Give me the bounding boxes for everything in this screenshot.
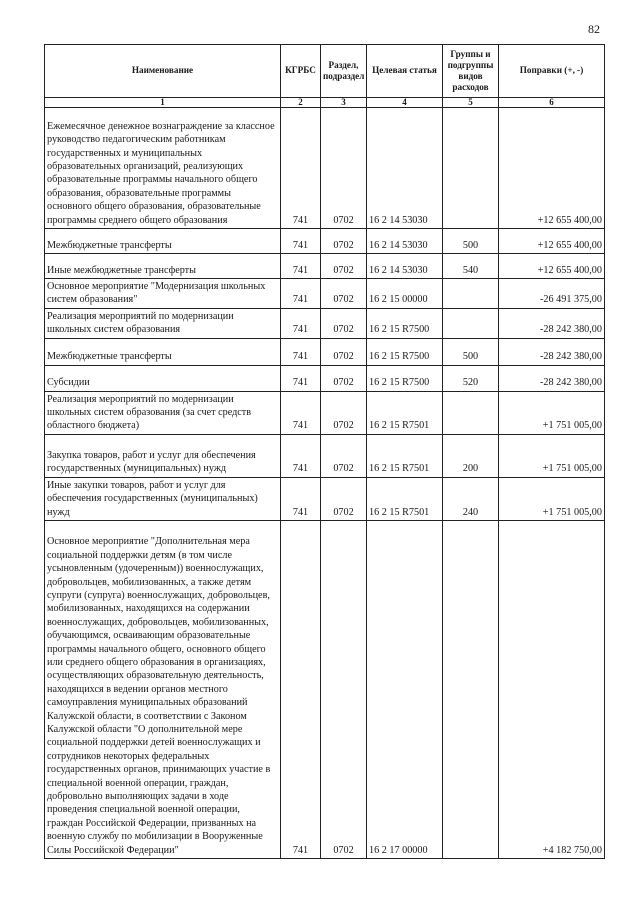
row-group: 540 [443,254,499,279]
row-group [443,521,499,859]
row-article: 16 2 15 R7500 [367,338,443,365]
row-kgrbs: 741 [281,108,321,229]
row-kgrbs: 741 [281,229,321,254]
column-number: 6 [499,98,605,108]
row-group [443,308,499,338]
row-article: 16 2 15 R7500 [367,365,443,391]
row-name: Реализация мероприятий по модернизации школьных систем образования (за счет средств областного бюджета) [45,391,281,434]
row-group: 520 [443,365,499,391]
table-row [45,434,605,477]
table-row [45,108,605,229]
row-article: 16 2 14 53030 [367,254,443,279]
table-row [45,229,605,254]
row-amount: +1 751 005,00 [499,434,605,477]
row-group: 200 [443,434,499,477]
header-groups: Группы и подгруппы видов расходов [443,45,499,98]
header-section: Раздел, подраздел [321,45,367,98]
row-section: 0702 [321,477,367,520]
table-header-row [45,45,605,98]
table-row [45,477,605,520]
column-number: 5 [443,98,499,108]
row-section: 0702 [321,521,367,859]
row-kgrbs: 741 [281,391,321,434]
row-amount: +1 751 005,00 [499,477,605,520]
budget-amendments-table [44,44,605,859]
row-name: Реализация мероприятий по модернизации школьных систем образования [45,308,281,338]
row-name: Иные закупки товаров, работ и услуг для обеспечения государственных (муниципальных) нужд [45,477,281,520]
row-section: 0702 [321,365,367,391]
row-name: Закупка товаров, работ и услуг для обеспечения государственных (муниципальных) нужд [45,434,281,477]
header-target-article: Целевая статья [367,45,443,98]
row-name: Иные межбюджетные трансферты [45,254,281,279]
row-section: 0702 [321,338,367,365]
row-section: 0702 [321,229,367,254]
row-kgrbs: 741 [281,365,321,391]
page-number: 82 [588,22,600,36]
column-number-row [45,98,605,108]
row-section: 0702 [321,308,367,338]
row-amount: +1 751 005,00 [499,391,605,434]
table-row [45,254,605,279]
row-section: 0702 [321,434,367,477]
row-section: 0702 [321,391,367,434]
row-group [443,279,499,309]
row-amount: -28 242 380,00 [499,365,605,391]
column-number: 1 [45,98,281,108]
row-group: 240 [443,477,499,520]
row-article: 16 2 15 R7500 [367,308,443,338]
table-row [45,365,605,391]
row-article: 16 2 14 53030 [367,229,443,254]
row-kgrbs: 741 [281,434,321,477]
row-name: Ежемесячное денежное вознаграждение за классное руководство педагогическим работникам государственных и муниципальных образовательных организаций, реализующих образовательные программы начального общего образования, образовательные программы основного общего образования, образовательные программы среднего общего образования [45,108,281,229]
table-row [45,338,605,365]
row-group [443,391,499,434]
table-row [45,391,605,434]
header-kgrbs: КГРБС [281,45,321,98]
table-row [45,521,605,859]
row-kgrbs: 741 [281,254,321,279]
row-kgrbs: 741 [281,308,321,338]
row-amount: +12 655 400,00 [499,108,605,229]
row-group: 500 [443,338,499,365]
row-amount: +12 655 400,00 [499,229,605,254]
row-name: Межбюджетные трансферты [45,229,281,254]
row-article: 16 2 15 R7501 [367,391,443,434]
row-amount: -26 491 375,00 [499,279,605,309]
row-section: 0702 [321,108,367,229]
row-kgrbs: 741 [281,521,321,859]
row-group: 500 [443,229,499,254]
row-amount: -28 242 380,00 [499,338,605,365]
row-section: 0702 [321,279,367,309]
header-name: Наименование [45,45,281,98]
table-row [45,308,605,338]
header-amendments: Поправки (+, -) [499,45,605,98]
row-article: 16 2 15 R7501 [367,477,443,520]
row-name: Основное мероприятие "Модернизация школьных систем образования" [45,279,281,309]
row-name: Субсидии [45,365,281,391]
row-amount: -28 242 380,00 [499,308,605,338]
row-name: Межбюджетные трансферты [45,338,281,365]
row-name: Основное мероприятие "Дополнительная мера социальной поддержки детям (в том числе усыновленным (удочеренным)) военнослужащих, добровольцев, мобилизованных, а также детям супруги (супруга) военнослужащих, добровольцев, мобилизованных, находящихся на содержании военнослужащих, добровольцев, мобилизованных, обучающимся, осваивающим образовательные программы начального общего, основного общего или среднего общего образования в организациях, осуществляющих образовательную деятельность, находящихся в ведении органов местного самоуправления муниципальных образований Калужской области, в соответствии с Законом Калужской области "О дополнительной мере социальной поддержки детей военнослужащих и сотрудников некоторых федеральных государственных органов, принимающих участие в специальной военной операции, граждан, добровольно выполняющих задачи в ходе проведения специальной военной операции, граждан Российской Федерации, призванных на военную службу по мобилизации в Вооруженные Силы Российской Федерации" [45,521,281,859]
row-article: 16 2 15 R7501 [367,434,443,477]
row-article: 16 2 17 00000 [367,521,443,859]
row-section: 0702 [321,254,367,279]
column-number: 3 [321,98,367,108]
row-group [443,108,499,229]
row-amount: +4 182 750,00 [499,521,605,859]
row-kgrbs: 741 [281,338,321,365]
row-article: 16 2 15 00000 [367,279,443,309]
table-row [45,279,605,309]
row-kgrbs: 741 [281,477,321,520]
row-kgrbs: 741 [281,279,321,309]
column-number: 2 [281,98,321,108]
column-number: 4 [367,98,443,108]
row-article: 16 2 14 53030 [367,108,443,229]
row-amount: +12 655 400,00 [499,254,605,279]
